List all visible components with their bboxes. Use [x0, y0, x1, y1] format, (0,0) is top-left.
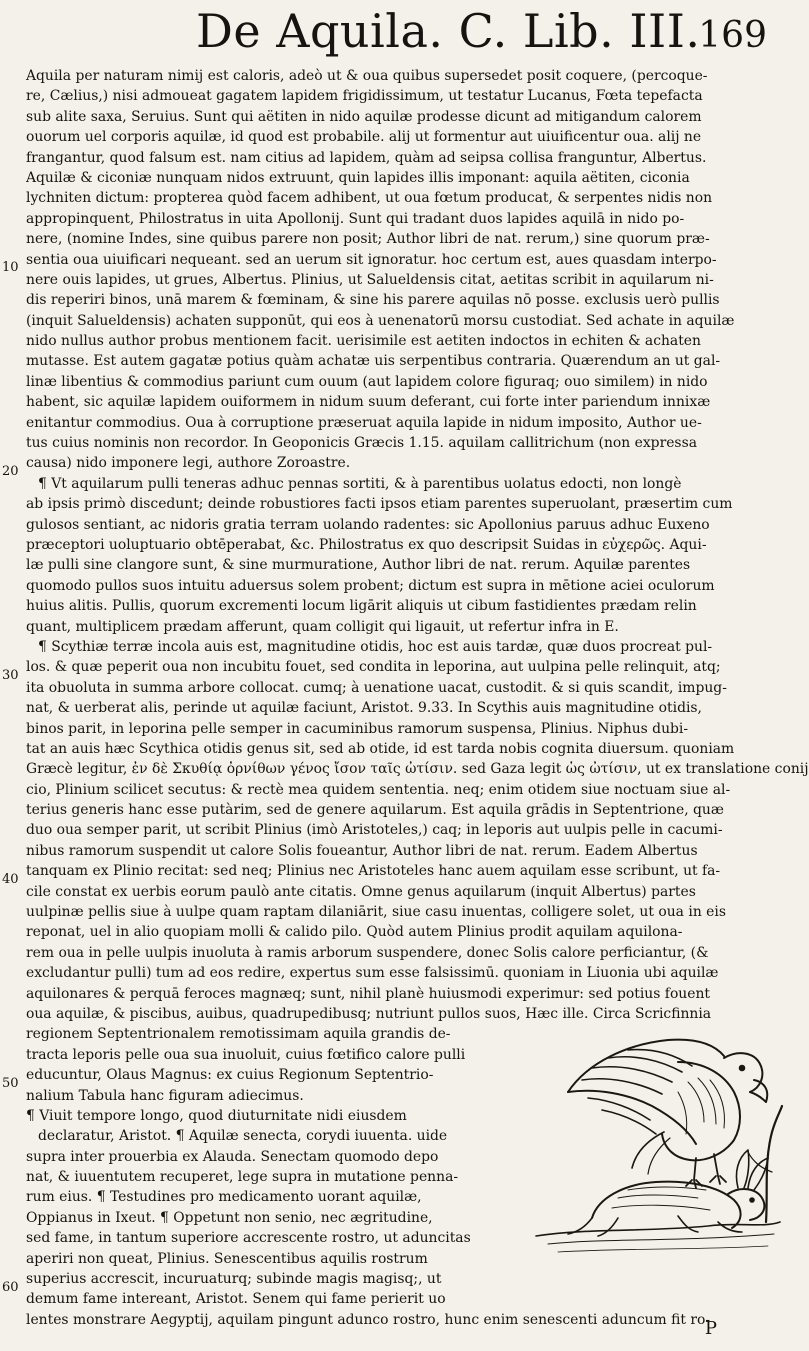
text-line: lychniten dictum: propterea quòd facem adhibent, ut oua fœtum producat, & serpentes nidis non — [26, 190, 713, 207]
text-line: ouorum uel corporis aquilæ, id quod est probabile. alij ut formentur aut uiuificentur oua. alij ne — [26, 129, 702, 146]
text-line: superius accrescit, incuruaturq; subinde magis magisq;, ut — [26, 1271, 442, 1288]
page-number: 169 — [698, 15, 767, 56]
text-line: nalium Tabula hanc figuram adiecimus. — [26, 1087, 304, 1104]
text-line: Aquila per naturam nimij est caloris, adeò ut & oua quibus supersedet posit coquere, (percoque- — [26, 68, 708, 84]
text-line: tus cuius nominis non recordor. In Geoponicis Græcis 1.15. aquilam callitrichum (non expressa — [26, 435, 697, 452]
line-number: 40 — [2, 872, 19, 887]
text-line: tat an auis hæc Scythica otidis genus sit, sed ab otide, id est tarda nobis cognita diuersum. quoniam — [26, 740, 735, 757]
text-line: nat, & iuuentutem recuperet, lege supra in mutatione penna- — [26, 1169, 459, 1186]
text-line: nere ouis lapides, ut grues, Albertus. Plinius, ut Salueldensis citat, aetitas scribit in aquilarum ni- — [26, 271, 714, 288]
text-line: rum eius. ¶ Testudines pro medicamento uorant aquilæ, — [26, 1189, 422, 1206]
text-line: habent, sic aquilæ lapidem ouiformem in nidum suum deferant, cui forte inter pariendum innixæ — [26, 394, 711, 411]
text-line: tanquam ex Plinio recitat: sed neq; Plinius nec Aristoteles hanc auem aquilam esse scribunt, ut fa- — [26, 863, 721, 880]
text-line: ita obuoluta in summa arbore collocat. cumq; à uenatione uacat, custodit. & si quis scandit, impug- — [26, 679, 727, 696]
text-line: los. & quæ peperit oua non incubitu fouet, sed condita in leporina, aut uulpina pelle relinquit, atq; — [26, 659, 721, 676]
text-line: supra inter prouerbia ex Alauda. Senectam quomodo depo — [26, 1148, 439, 1165]
text-line: oua aquilæ, & piscibus, auibus, quadrupedibusq; nutriunt pullos suos, Hæc ille. Circa Scricfinnia — [26, 1005, 712, 1022]
line-number: 30 — [2, 668, 19, 683]
text-line: duo oua semper parit, ut scribit Plinius (imò Aristoteles,) caq; in leporis aut uulpis pelle in cacumi- — [26, 822, 723, 839]
text-line: dis reperiri binos, unā marem & fœminam, & sine his parere aquilas nō posse. exclusis uerò pullis — [26, 292, 720, 309]
text-line: nibus ramorum suspendit ut calore Solis foueantur, Author libri de nat. rerum. Eadem Albertus — [26, 842, 698, 859]
text-line: terius generis hanc esse putàrim, sed de genere aquilarum. Est aquila grādis in Septentrione, quæ — [26, 802, 724, 819]
text-line — [26, 1330, 774, 1350]
text-line: Aquilæ & ciconiæ nunquam nidos extruunt, quin lapides illis imponant: aquila aëtiten, ciconia — [26, 169, 690, 186]
text-line: quant, multiplicem prædam afferunt, quam colligit qui ligauit, ut refertur infra in E. — [26, 618, 619, 635]
text-line: linæ libentius & commodius pariunt cum ouum (aut lapidem colore figuraq; ouo similem) in nido — [26, 373, 708, 390]
text-line: enitantur commodius. Oua à corruptione præseruat aquila lapide in nidum imposito, Author ue- — [26, 414, 702, 431]
text-line: demum fame intereant, Aristot. Senem qui fame perierit uo — [26, 1291, 446, 1308]
text-line: cile constat ex uerbis eorum paulò ante citatis. Omne genus aquilarum (inquit Albertus) partes — [26, 883, 696, 900]
text-line: mutasse. Est autem gagatæ potius quàm achatæ uis serpentibus contraria. Quærendum an ut gal- — [26, 353, 721, 370]
text-line: regionem Septentrionalem remotissimam aquila grandis de- — [26, 1026, 451, 1043]
text-line: sub alite saxa, Seruius. Sunt qui aëtiten in nido aquilæ prodesse dicunt ad mitigandum calorem — [26, 108, 702, 125]
text-line: ab ipsis primò discedunt; deinde robustiores facti ipsos etiam parentes superuolant, præsertim cum — [26, 496, 733, 513]
text-line: (inquit Salueldensis) achaten supponūt, qui eos à uenenatorū morsu custodiat. Sed achate in aquilæ — [26, 312, 735, 329]
text-line: nido nullus author probus mentionem facit. uerisimile est aetiten indoctos in echiten & achaten — [26, 333, 701, 350]
signature-mark: P — [704, 1318, 717, 1339]
text-line: aperiri non queat, Plinius. Senescentibus aquilis rostrum — [26, 1250, 428, 1267]
eagle-and-hare-woodcut — [528, 1022, 784, 1262]
text-line: causa) nido imponere legi, authore Zoroastre. — [26, 455, 351, 472]
text-line: præceptori uoluptuario obtēperabat, &c. Philostratus ex quo descripsit Suidas in εὐχερῶς. Aqui- — [26, 536, 707, 553]
text-line: Oppianus in Ixeut. ¶ Oppetunt non senio, nec ægritudine, — [26, 1209, 433, 1226]
text-line: rem oua in pelle uulpis inuoluta à ramis arborum suspendere, donec Solis calore perficiantur, (& — [26, 944, 709, 961]
text-line: appropinquent, Philostratus in uita Apollonij. Sunt qui tradant duos lapides aquilā in nido po- — [26, 210, 685, 227]
text-line: sed fame, in tantum superiore accrescente rostro, ut aduncitas — [26, 1230, 471, 1247]
text-line: frangantur, quod falsum est. nam citius ad lapidem, quàm ad seipsa collisa franguntur, Albertus. — [26, 149, 707, 166]
text-line: ¶ Viuit tempore longo, quod diuturnitate nidi eiusdem — [26, 1107, 407, 1124]
line-number: 10 — [2, 260, 19, 275]
text-line: excludantur pulli) tum ad eos redire, expertus sum esse falsissimū. quoniam in Liuonia ubi aquilæ — [26, 965, 719, 982]
line-number: 20 — [2, 464, 19, 479]
line-number: 60 — [2, 1280, 19, 1295]
text-line: declaratur, Aristot. ¶ Aquilæ senecta, corydi iuuenta. uide — [38, 1128, 448, 1145]
text-line: tracta leporis pelle oua sua inuoluit, cuius fœtifico calore pulli — [26, 1046, 466, 1063]
text-line: educuntur, Olaus Magnus: ex cuius Regionum Septentrio- — [26, 1067, 434, 1084]
text-line: læ pulli sine clangore sunt, & sine murmuratione, Author libri de nat. rerum. Aquilæ parentes — [26, 557, 691, 574]
text-line: Græcè legitur, ἐν δὲ Σκυθίᾳ ὀρνίθων γένος ἴσον ταῖς ὠτίσιν. sed Gaza legit ὡς ὠτίσιν, ut ex translatione conij — [26, 761, 809, 778]
text-line: binos parit, in leporina pelle semper in cacuminibus ramorum suspensa, Plinius. Niphus dubi- — [26, 720, 689, 737]
text-line: ¶ Vt aquilarum pulli teneras adhuc pennas sortiti, & à parentibus uolatus edocti, non longè — [38, 475, 682, 492]
text-line: uulpinæ pellis siue à uulpe quam raptam dilaniārit, siue casu inuentas, colligere solet, ut oua in eis — [26, 904, 726, 921]
text-line: quomodo pullos suos intuitu aduersus solem probent; dictum est supra in mētione aciei oculorum — [26, 577, 715, 594]
text-line: sentia oua uiuificari nequeant. sed an uerum sit ignoratur. hoc certum est, aues quasdam interpo- — [26, 251, 717, 268]
text-line: re, Cælius,) nisi admoueat gagatem lapidem frigidissimum, ut testatur Lucanus, Fœta tepefacta — [26, 88, 703, 105]
text-line: nat, & uerberat alis, perinde ut aquilæ faciunt, Aristot. 9.33. In Scythis auis magnitudine otidis, — [26, 700, 702, 717]
text-line: ¶ Scythiæ terræ incola auis est, magnitudine otidis, hoc est auis tardæ, quæ duos procreat pul- — [38, 638, 713, 655]
text-line: aquilonares & perquā feroces magnæq; sunt, nihil planè huiusmodi experimur: sed potius fouent — [26, 985, 710, 1002]
page-header — [0, 0, 787, 66]
text-line: reponat, uel in alio quopiam molli & calido pilo. Quòd autem Plinius prodit aquilam aquilona- — [26, 924, 683, 941]
running-title: De Aquila. C. Lib. III. — [196, 4, 701, 58]
text-line: nere, (nomine Indes, sine quibus parere non posit; Author libri de nat. rerum,) sine quorum præ- — [26, 231, 710, 248]
text-line: huius alitis. Pullis, quorum excrementi locum ligārit aliquis ut cibum fastidientes prædam relin — [26, 598, 697, 615]
text-line: cio, Plinium scilicet secutus: & rectè mea quidem sententia. neq; enim otidem siue noctuam siue al- — [26, 781, 731, 798]
text-line: lentes monstrare Aegyptij, aquilam pingunt adunco rostro, hunc enim senescenti aduncum fit ro- — [26, 1311, 711, 1328]
text-line: gulosos sentiant, ac nidoris gratia terram uolando radentes: sic Apollonius paruus adhuc Euxeno — [26, 516, 710, 533]
line-number: 50 — [2, 1076, 19, 1091]
